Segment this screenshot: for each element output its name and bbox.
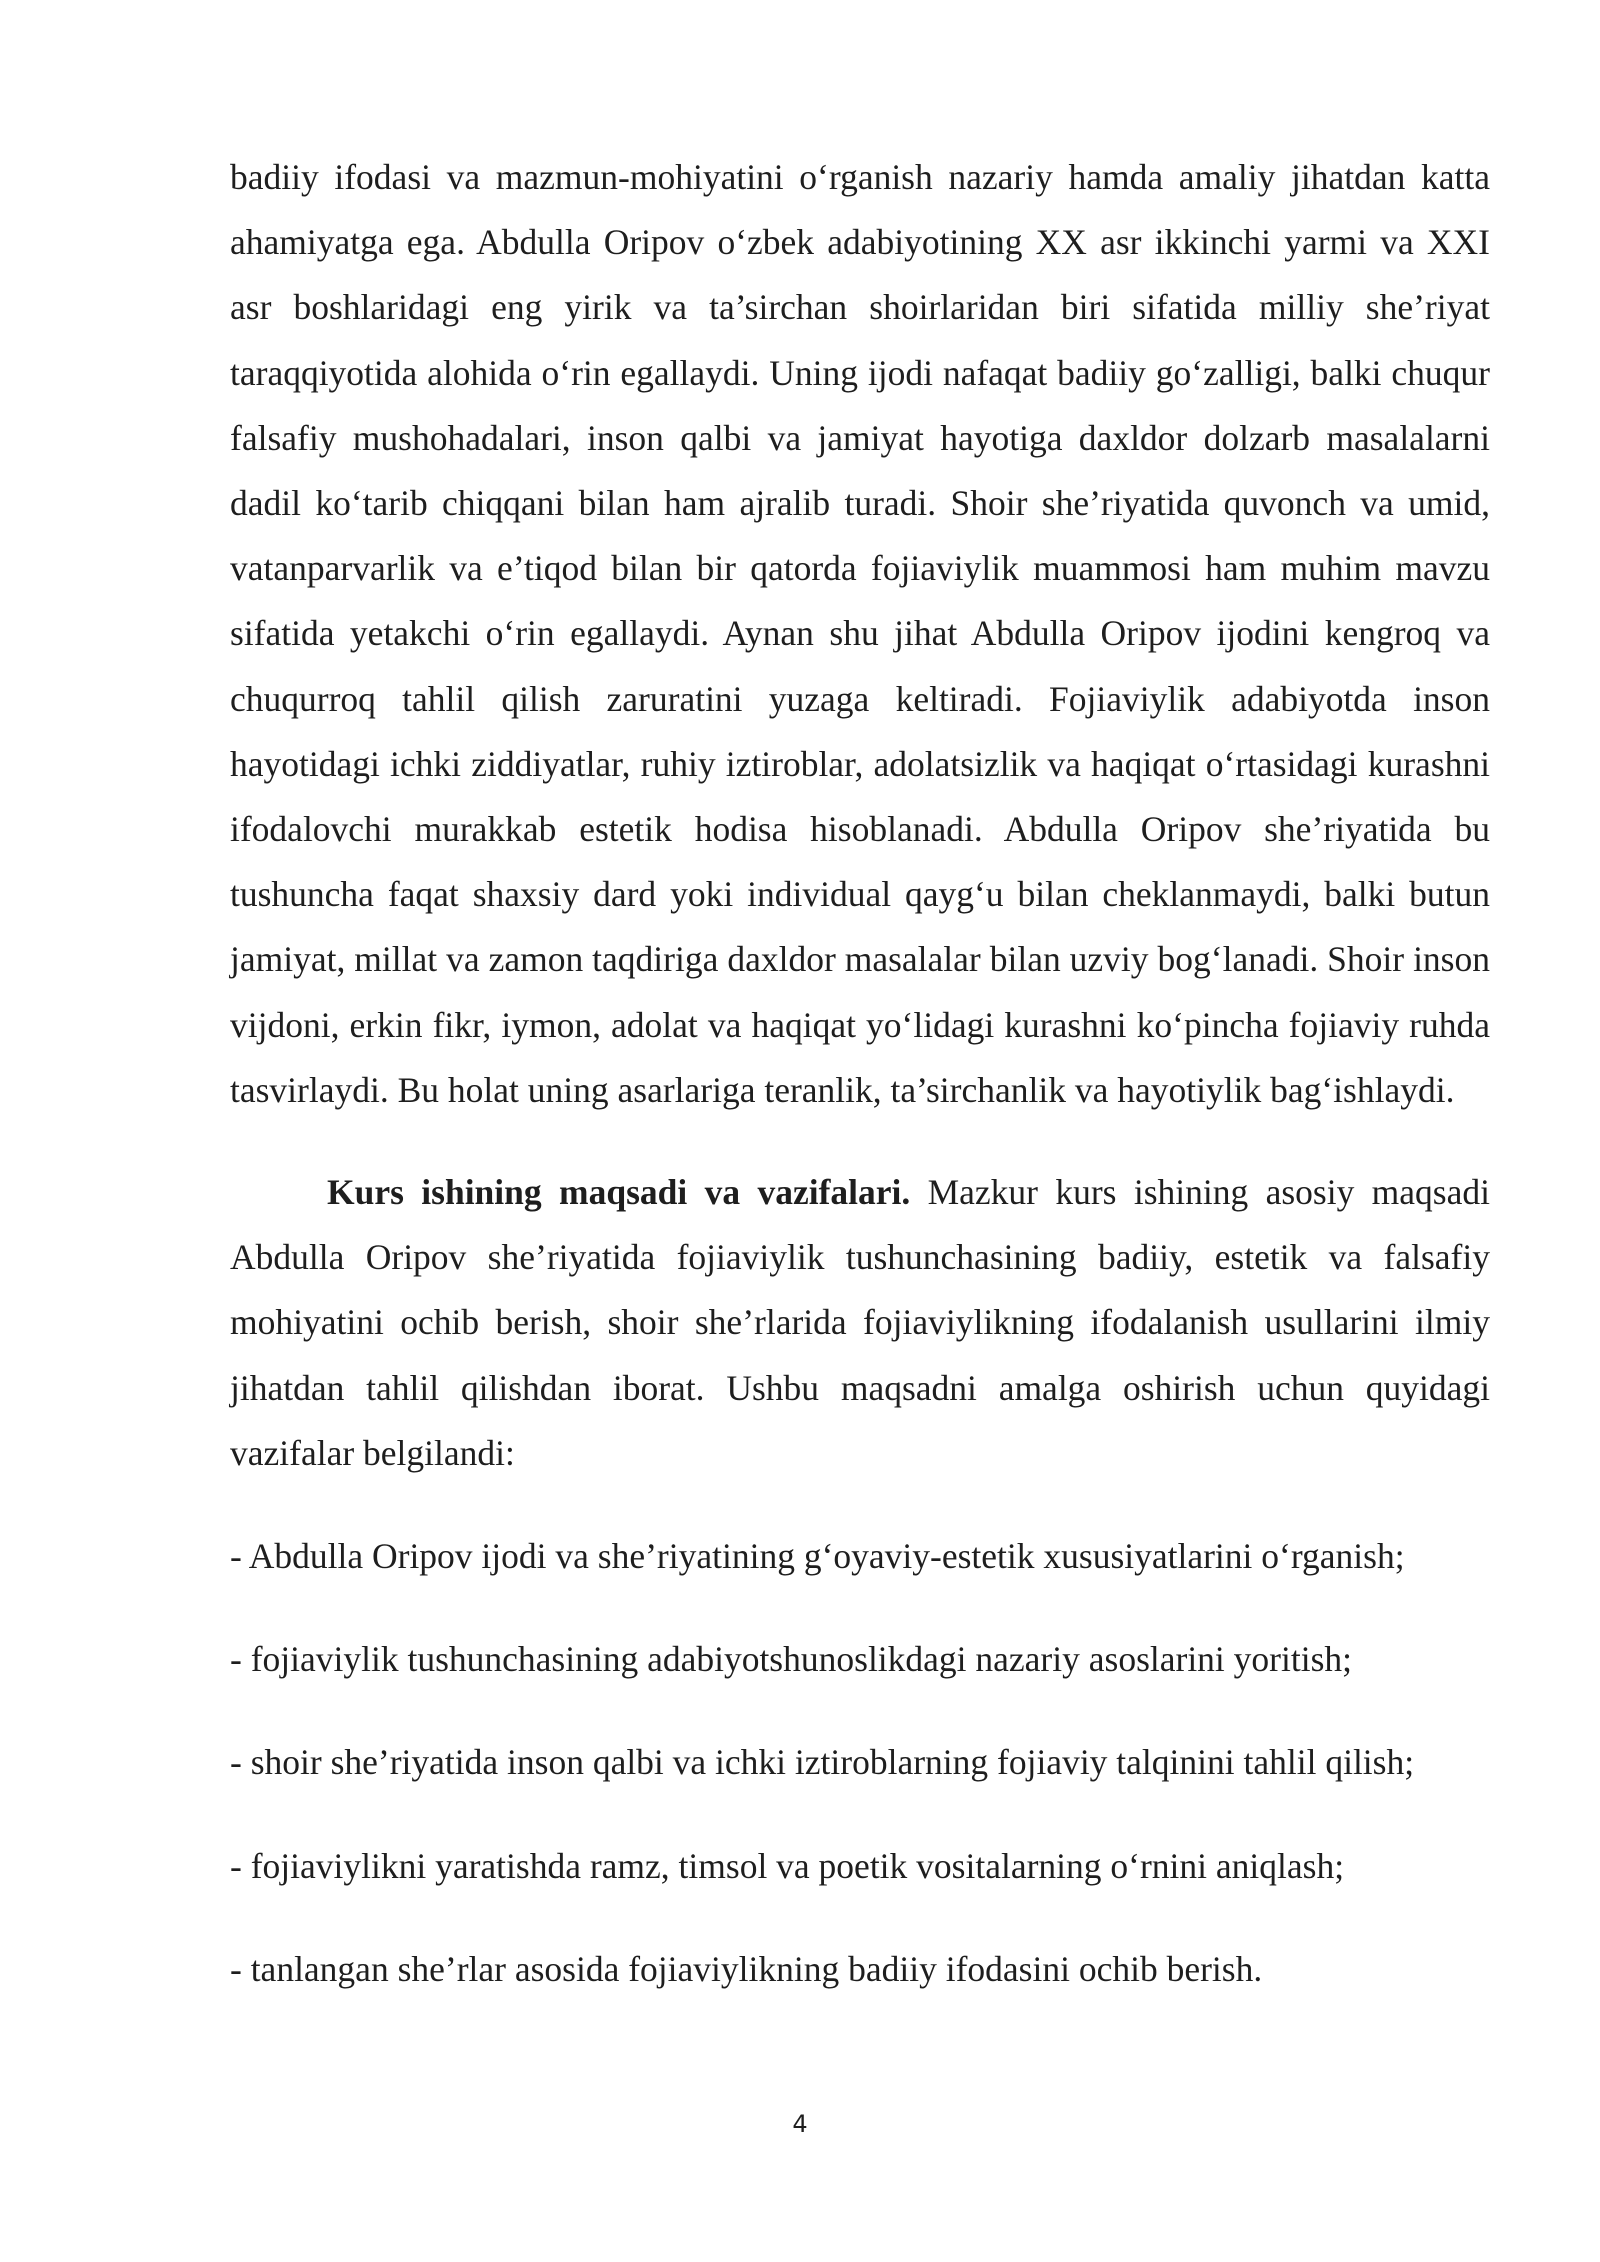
paragraph-goals-text: Mazkur kurs ishining asosiy maqsadi Abdulla Oripov she’riyatida fojiaviylik tushunchasining badiiy, estetik va falsafiy mohiyatini ochib berish, shoir she’rlarida fojiaviylikning ifodalanish usullarini ilmiy jihatdan tahlil qilishdan iborat. Ushbu maqsadni amalga oshirish uchun quyidagi vazifalar belgilandi: <box>230 1172 1490 1473</box>
list-item-task-3: - shoir she’riyatida inson qalbi va ichki iztiroblarning fojiaviy talqinini tahlil qilish; <box>230 1742 1415 1783</box>
section-heading: Kurs ishining maqsadi va vazifalari. <box>327 1172 911 1213</box>
list-item-task-1: - Abdulla Oripov ijodi va she’riyatining g‘oyaviy-estetik xususiyatlarini o‘rganish; <box>230 1536 1405 1577</box>
page-body <box>230 145 1490 2040</box>
page-number: 4 <box>792 2110 808 2138</box>
paragraph-goals <box>230 1160 1490 1486</box>
task-list <box>230 1524 1490 2002</box>
paragraph-intro: badiiy ifodasi va mazmun-mohiyatini o‘rganish nazariy hamda amaliy jihatdan katta ahamiyatga ega. Abdulla Oripov o‘zbek adabiyotining XX asr ikkinchi yarmi va XXI asr boshlaridagi eng yirik va ta’sirchan shoirlaridan biri sifatida milliy she’riyat taraqqiyotida alohida o‘rin egallaydi. Uning ijodi nafaqat badiiy go‘zalligi, balki chuqur falsafiy mushohadalari, inson qalbi va jamiyat hayotiga daxldor dolzarb masalalarni dadil ko‘tarib chiqqani bilan ham ajralib turadi. Shoir she’riyatida quvonch va umid, vatanparvarlik va e’tiqod bilan bir qatorda fojiaviylik muammosi ham muhim mavzu sifatida yetakchi o‘rin egallaydi. Aynan shu jihat Abdulla Oripov ijodini kengroq va chuqurroq tahlil qilish zaruratini yuzaga keltiradi. Fojiaviylik adabiyotda inson hayotidagi ichki ziddiyatlar, ruhiy iztiroblar, adolatsizlik va haqiqat o‘rtasidagi kurashni ifodalovchi murakkab estetik hodisa hisoblanadi. Abdulla Oripov she’riyatida bu tushuncha faqat shaxsiy dard yoki individual qayg‘u bilan cheklanmaydi, balki butun jamiyat, millat va zamon taqdiriga daxldor masalalar bilan uzviy bog‘lanadi. Shoir inson vijdoni, erkin fikr, iymon, adolat va haqiqat yo‘lidagi kurashni ko‘pincha fojiaviy ruhda tasvirlaydi. Bu holat uning asarlariga teranlik, ta’sirchanlik va hayotiylik bag‘ishlaydi. <box>230 157 1490 1110</box>
list-item-task-2: - fojiaviylik tushunchasining adabiyotshunoslikdagi nazariy asoslarini yoritish; <box>230 1639 1353 1680</box>
list-item-task-5: - tanlangan she’rlar asosida fojiaviylikning badiiy ifodasini ochib berish. <box>230 1948 1263 1989</box>
list-item-task-4: - fojiaviylikni yaratishda ramz, timsol va poetik vositalarning o‘rnini aniqlash; <box>230 1845 1345 1886</box>
